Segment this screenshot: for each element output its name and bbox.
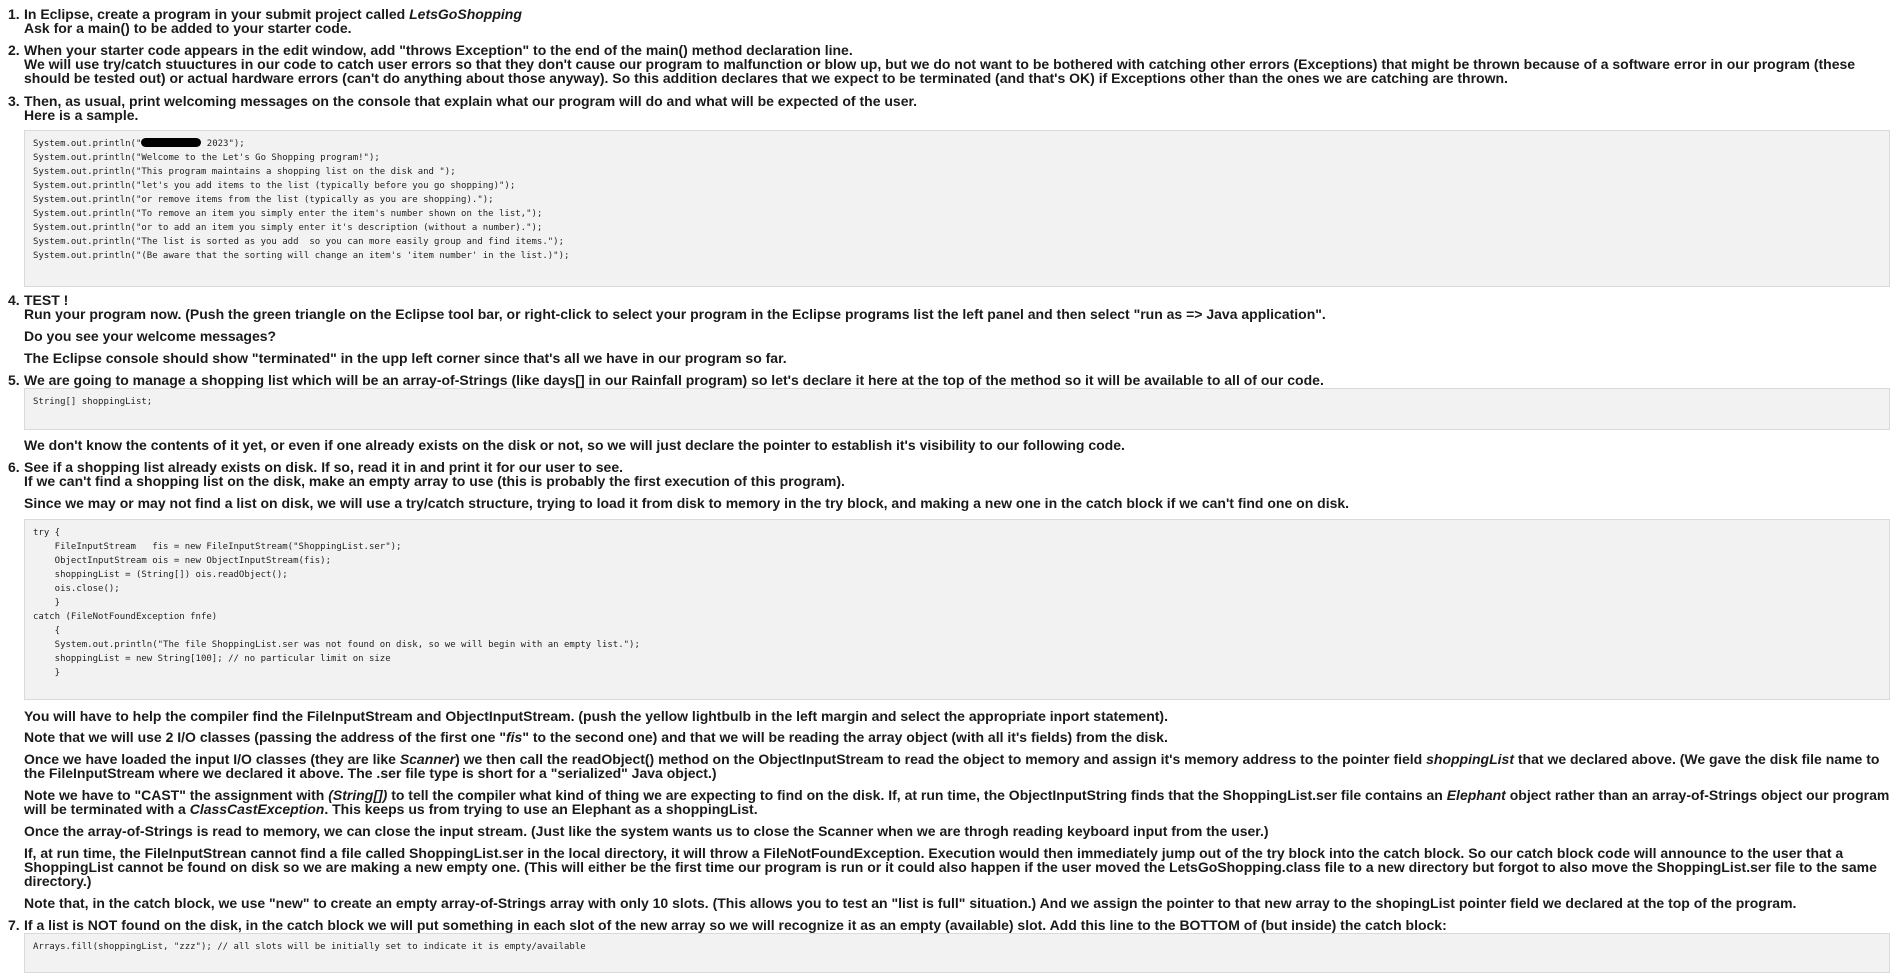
paragraph: You will have to help the compiler find the FileInputStream and ObjectInputStream. (push the yellow lightbulb in the left margin and select the appropriate inport statement). — [24, 708, 1168, 724]
step-2 — [6, 43, 1890, 85]
step-text: Since we may or may not find a list on disk, we will use a try/catch structure, trying to load it from disk to memory in the try block, and making a new one in the catch block if we can't find one on disk. — [24, 495, 1350, 511]
step-text: We will use try/catch stuuctures in our code to catch user errors so that they don't cause our program to malfunction or blow up, but we do not want to be bothered with catching other errors (Exceptions) that might be thrown because of a software error in our program (these should be tested out) or actual hardware errors (can't do anything about those anyway). So this addition declares that we expect to be terminated (and that's OK) if Exceptions other than the ones we are catching are thrown. — [24, 56, 1856, 86]
paragraph: Once we have loaded the input I/O classes (they are like Scanner) we then call the readObject() method on the ObjectInputStream to read the object to memory and assign it's memory address to the pointer field shoppingList that we declared above. (We gave the disk file name to the FileInputStream where we declared it above. The .ser file type is short for a "serialized" Java object.) — [24, 751, 1880, 781]
step-number: 2. — [8, 42, 20, 58]
step-text: Then, as usual, print welcoming messages on the console that explain what our program will do and what will be expected of the user. — [24, 93, 918, 109]
redaction-mark — [141, 138, 201, 147]
step-6 — [6, 460, 1890, 488]
paragraph: Note we have to "CAST" the assignment with (String[]) to tell the compiler what kind of thing we are expecting to find on the disk. If, at run time, the ObjectInputString finds that the ShoppingList.ser file contains an Elephant object rather than an array-of-Strings object our program will be terminated with a ClassCastException. This keeps us from trying to use an Elephant as a shoppingList. — [24, 787, 1890, 817]
step-text: Here is a sample. — [24, 107, 139, 123]
step-1 — [6, 7, 1890, 35]
step-text: TEST ! — [24, 292, 69, 308]
step-5 — [6, 373, 1890, 387]
step-text: If a list is NOT found on the disk, in the catch block we will put something in each slot of the new array so we will recognize it as an empty (available) slot. Add this line to the BOTTOM of (but inside) the catch block: — [24, 917, 1447, 933]
step-number: 7. — [8, 917, 20, 933]
step-text: When your starter code appears in the edit window, add "throws Exception" to the end of the main() method declaration line. — [24, 42, 853, 58]
step-text: Do you see your welcome messages? — [24, 328, 277, 344]
step-number: 5. — [8, 372, 20, 388]
paragraph: Note that we will use 2 I/O classes (passing the address of the first one "fis" to the second one) and that we will be reading the array object (with all it's fields) from the disk. — [24, 729, 1168, 745]
step-text: If we can't find a shopping list on the disk, make an empty array to use (this is probably the first execution of this program). — [24, 473, 845, 489]
step-text: We are going to manage a shopping list which will be an array-of-Strings (like days[] in our Rainfall program) so let's declare it here at the top of the method so it will be available to all of our code. — [24, 372, 1324, 388]
step-text: Run your program now. (Push the green triangle on the Eclipse tool bar, or right-click to select your program in the Eclipse programs list the left panel and then select "run as => Java application". — [24, 306, 1326, 322]
step-7 — [6, 918, 1890, 932]
code-block-arrays-fill: Arrays.fill(shoppingList, "zzz"); // all slots will be initially set to indicate it is empty/available — [24, 933, 1890, 973]
code-block-declaration: String[] shoppingList; — [24, 388, 1890, 430]
step-number: 1. — [8, 6, 20, 22]
code-block-welcome — [24, 130, 1890, 287]
step-text: We don't know the contents of it yet, or even if one already exists on the disk or not, so we will just declare the pointer to establish it's visibility to our following code. — [24, 437, 1125, 453]
step-number: 3. — [8, 93, 20, 109]
paragraph: If, at run time, the FileInputStrean cannot find a file called ShoppingList.ser in the local directory, it will throw a FileNotFoundException. Execution would then immediately jump out of the try block into the catch block. So our catch block code will announce to the user that a ShoppingList cannot be found on disk so we are making a new empty one. (This will either be the first time our program is run or it could also happen if the user moved the LetsGoShopping.class file to a new directory but forgot to also move the ShoppingList.ser file to the same directory.) — [24, 845, 1877, 889]
step-text: The Eclipse console should show "terminated" in the upp left corner since that's all we have in our program so far. — [24, 350, 787, 366]
code-block-try-catch: try { FileInputStream fis = new FileInputStream("ShoppingList.ser"); ObjectInputStream ois = new ObjectInputStream(fis); shoppingList = (String[]) ois.readObject(); ois.close(); } catch (FileNotFoundException fnfe) { System.out.println("The file ShoppingList.ser was not found on disk, so we will begin with an empty list."); shoppingList = new String[100]; // no particular limit on size } — [24, 519, 1890, 700]
paragraph: Once the array-of-Strings is read to memory, we can close the input stream. (Just like the system wants us to close the Scanner when we are throgh reading keyboard input from the user.) — [24, 823, 1269, 839]
paragraph: Note that, in the catch block, we use "new" to create an empty array-of-Strings array with only 10 slots. (This allows you to test an "list is full" situation.) And we assign the pointer to that new array to the shopingList pointer field we declared at the top of the program. — [24, 895, 1797, 911]
step-number: 4. — [8, 292, 20, 308]
code-line: 2023"); — [201, 139, 245, 149]
code-lines: System.out.println("Welcome to the Let's Go Shopping program!"); System.out.println("This program maintains a shopping list on the disk and "); System.out.println("let's you add items to the list (typically before you go shopping)"); System.out.println("or remove items from the list (typically as you are shopping)."); System.out.println("To remove an item you simply enter the item's number shown on the list,"); System.out.println("or to add an item you simply enter it's description (without a number)."); System.out.println("The list is sorted as you add so you can more easily group and find items."); System.out.println("(Be aware that the sorting will change an item's 'item number' in the list.)"); — [33, 153, 570, 261]
step-text: See if a shopping list already exists on disk. If so, read it in and print it for our user to see. — [24, 459, 624, 475]
code-line: System.out.println(" — [33, 139, 142, 149]
step-3 — [6, 94, 1890, 122]
step-text: In Eclipse, create a program in your submit project called — [24, 6, 410, 22]
step-number: 6. — [8, 459, 20, 475]
step-text: Ask for a main() to be added to your starter code. — [24, 20, 352, 36]
step-4 — [6, 293, 1890, 307]
project-name: LetsGoShopping — [409, 6, 522, 22]
